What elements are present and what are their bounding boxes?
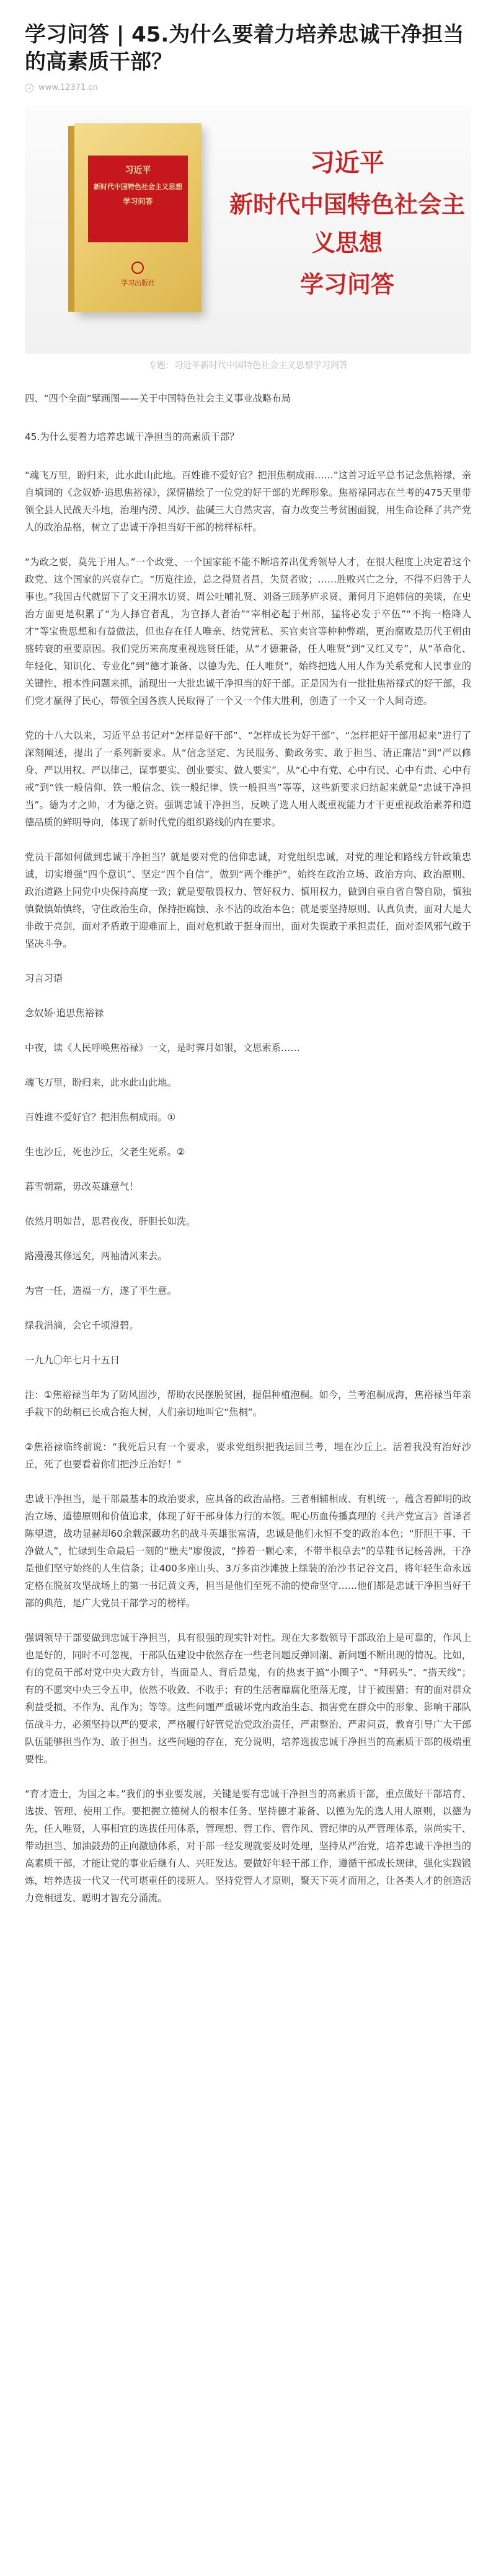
banner-headline-line-1: 习近平	[310, 149, 384, 177]
book-subtitle: 新时代中国特色社会主义思想	[94, 183, 182, 191]
paragraph: 党员干部如何做到忠诚干净担当？就是要对党的信仰忠诚，对党组织忠诚，对党的理论和路线方针政策忠诚，切实增强“四个意识”、坚定“四个自信”，做到“两个维护”，始终在政治立场、政治方向、政治原则、政治道路上同党中央保持高度一致；就是要敬畏权力、管好权力、慎用权力，做到自重自省自警自励，慎独慎微慎始慎终，守住政治生命，保持拒腐蚀、永不沾的政治本色；就是要坚持原则、认真负责，面对大是大非敢于亮剑，面对矛盾敢于迎难而上，面对危机敢于挺身而出，面对失误敢于承担责任，面对歪风邪气敢于坚决斗争。	[25, 851, 471, 949]
question-heading: 45.为什么要着力培养忠诚干净担当的高素质干部？	[25, 431, 239, 442]
poem-line: 为官一任，造福一方，遂了平生意。	[25, 1285, 177, 1296]
banner-headline-line-2: 新时代中国特色社会主义思想	[229, 191, 466, 257]
poem-note: ②焦裕禄临终前说：“我死后只有一个要求，要求党组织把我运回兰考，埋在沙丘上。活着我没有治好沙丘，死了也要看着你们把沙丘治好！”	[25, 1441, 471, 1470]
image-caption[interactable]: 专题：习近平新时代中国特色社会主义思想学习问答	[148, 361, 348, 371]
poem-line: 绿我涓滴，会它千顷澄碧。	[25, 1320, 139, 1331]
paragraph: 党的十八大以来，习近平总书记对“怎样是好干部”、“怎样成长为好干部”、“怎样把好干部用起来”进行了深刻阐述，提出了一系列新要求。从“信念坚定、为民服务、勤政务实、敢于担当、清正廉洁”到“严以修身、严以用权、严以律己，谋事要实、创业要实、做人要实”，从“心中有党、心中有民、心中有责、心中有戒”到“铁一般信仰、铁一般信念、铁一般纪律、铁一般担当”等等，这些新要求归结起来就是“忠诚干净担当”。德为才之帅，才为德之资。强调忠诚干净担当，反映了选人用人既重视能力才干更重视政治素养和道德品质的鲜明导向，体现了新时代党的组织路线的内在要求。	[25, 730, 471, 828]
poem-line: 百姓谁不爱好官？把泪焦桐成雨。①	[25, 1112, 176, 1123]
banner-headline	[229, 146, 465, 302]
book-cover	[74, 123, 202, 312]
clock-icon	[25, 84, 33, 92]
book-title: 习近平	[125, 165, 151, 175]
sidebar-label: 习言习语	[25, 973, 63, 984]
book-spine	[68, 126, 74, 312]
paragraph: “育才造士，为国之本。”我们的事业要发展，关键是要有忠诚干净担当的高素质干部，重点做好干部培育、选拔、管理、使用工作。要把握立德树人的根本任务、坚持德才兼备、以德为先的选人用人原则，以德为先，任人唯贤，人事相宜的选拔任用体系，管理想、管工作、管作风、管纪律的从严管理体系，崇尚实干、带动担当、加油鼓劲的正向激励体系，对干部一经发现就要及时处理，坚持从严治党，培养忠诚干净担当的高素质干部，才能让党的事业后继有人、兴旺发达。要做好年轻干部工作，遵循干部成长规律，强化实践锻炼，培养选拔一代又一代可堪重任的接班人。坚持党管人才原则，聚天下英才而用之，让各类人才的创造活力竞相迸发、聪明才智充分涌流。	[25, 1788, 471, 1904]
poem-preface: 中夜，读《人民呼唤焦裕禄》一文，是时霁月如银，文思索系……	[25, 1042, 300, 1053]
paragraph: “为政之要，莫先于用人。”一个政党、一个国家能不能不断培养出优秀领导人才，在很大程度上决定着这个政党、这个国家的兴衰存亡。“历览往迹，总之得贤者昌，失贤者败；……胜败兴亡之分，不得不归咎于人事也。”我国古代就留下了文王渭水访贤、周公吐哺礼贤、刘备三顾茅庐求贤、萧何月下追韩信的美谈，在史治方面更是积累了“为人择官者乱，为官择人者治”“宰相必起于州部，猛将必发于卒伍”“不拘一格降人才”等宝贵思想和有益做法，但也存在任人唯亲、结党营私、买官卖官等种种弊端，更治腐败是历代王朝由盛转衰的重要原因。我们党历来高度重视选贤任能，从“才德兼备，任人唯贤”到“又红又专”，从“革命化、年轻化、知识化、专业化”到“德才兼备、以德为先、任人唯贤”，始终把选人用人作为关系党和人民事业的关键性、根本性问题来抓，涌现出一大批忠诚干净担当的好干部。正是因为有一批批焦裕禄式的好干部，我们党才赢得了民心，带领全国各族人民取得了一个又一个伟大胜利，创造了一个又一个人间奇迹。	[25, 556, 471, 706]
article-body	[25, 390, 471, 1907]
poem-line: 生也沙丘，死也沙丘，父老生死系。②	[25, 1146, 185, 1158]
poem-date: 一九九〇年七月十五日	[25, 1355, 120, 1366]
source-row	[25, 83, 471, 92]
banner-headline-line-3: 学习问答	[299, 271, 394, 298]
poem-note: 注：①焦裕禄当年为了防风固沙，帮助农民摆脱贫困，提倡种植泡桐。如今，兰考泡桐成海，焦裕禄当年亲手栽下的幼桐已长成合抱大树，人们亲切地叫它“焦桐”。	[25, 1389, 471, 1418]
paragraph: “魂飞万里，盼归来，此水此山此地。百姓谁不爱好官？把泪焦桐成雨……”这首习近平总书记念焦裕禄，亲自填词的《念奴娇·追思焦裕禄》，深情描绘了一位党的好干部的光辉形象。焦裕禄同志在兰考的475天里带领全县人民战天斗地，治理内涝、风沙、盐碱三大自然灾害，奋力改变兰考贫困面貌，用生命诠释了共产党人的政治品格，树立了忠诚干净担当好干部的榜样标杆。	[25, 470, 471, 533]
article-page	[0, 21, 496, 1907]
paragraph: 忠诚干净担当，是干部最基本的政治要求，应具备的政治品格。三者相辅相成、有机统一，蕴含着鲜明的政治立场、道德原则和价值追求，体现了好干部身体力行的本领。呢心历血传播真理的《共产党宣言》首译者陈望道，战功显赫却60余载深藏功名的战斗英雄张富清，忠诚是他们永恒不变的政治本色；“肝胆干事、干净做人”，忙碌到生命最后一刻的“樵夫”廖俊波，“捧着一颗心来，不带半根草去”的草鞋书记杨善洲，干净是他们坚守始终的人生信条；让400多座山头、3万多亩沙滩披上绿装的治沙书记谷文昌，将年轻生命永远定格在脱贫攻坚战场上的第一书记黄文秀，担当是他们至死不渝的使命坚守……他们都是忠诚干净担当好干部的典范，是广大党员干部学习的榜样。	[25, 1493, 471, 1609]
poem-title: 念奴娇·追思焦裕禄	[25, 1008, 104, 1019]
banner-image	[25, 106, 471, 354]
book-label	[88, 156, 188, 242]
book-publisher: 学习出版社	[121, 279, 155, 287]
book-series: 学习问答	[123, 197, 153, 206]
poem-line: 依然月明如昔，思君夜夜，肝胆长如洗。	[25, 1216, 196, 1227]
source-url[interactable]: www.12371.cn	[38, 83, 98, 92]
section-heading: 四、“四个全面”擘画图——关于中国特色社会主义事业战略布局	[25, 393, 291, 404]
poem-line: 魂飞万里，盼归来，此水此山此地。	[25, 1077, 177, 1088]
poem-line: 暮雪朝霜，毋改英雄意气！	[25, 1181, 139, 1192]
article-title: 学习问答 | 45.为什么要着力培养忠诚干净担当的高素质干部？	[25, 22, 464, 74]
paragraph: 强调领导干部要做到忠诚干净担当，具有很强的现实针对性。现在大多数领导干部政治上是可靠的，作风上也是好的，同时不可忽视，干部队伍建设中依然存在一些老问题反弹回潮、新问题不断出现的情况。比如，有的党员干部对党中央大政方针，当面是人、背后是鬼，有的热衷于搞“小圈子”、“拜码头”、“搭天线”；有的不愿突中央三令五申，依然不收敛、不收手；有的生活奢靡腐化堕落无度，甘于被围猎；有的面对群众利益受损、不作为、乱作为；等等。这些问题严重破坏党内政治生态、损害党在群众中的形象、影响干部队伍战斗力，必须坚持以严的要求，严格履行好管党治党政治责任，严肃整治、严肃问责，教育引导广大干部队伍能够担当作为、敢于担当。这些问题的存在，充分说明，培养选拔忠诚干净担当的高素质干部的极端重要性。	[25, 1632, 471, 1765]
poem-line: 路漫漫其修远矣，两袖清风来去。	[25, 1251, 167, 1262]
publisher-emblem-icon	[131, 262, 144, 274]
